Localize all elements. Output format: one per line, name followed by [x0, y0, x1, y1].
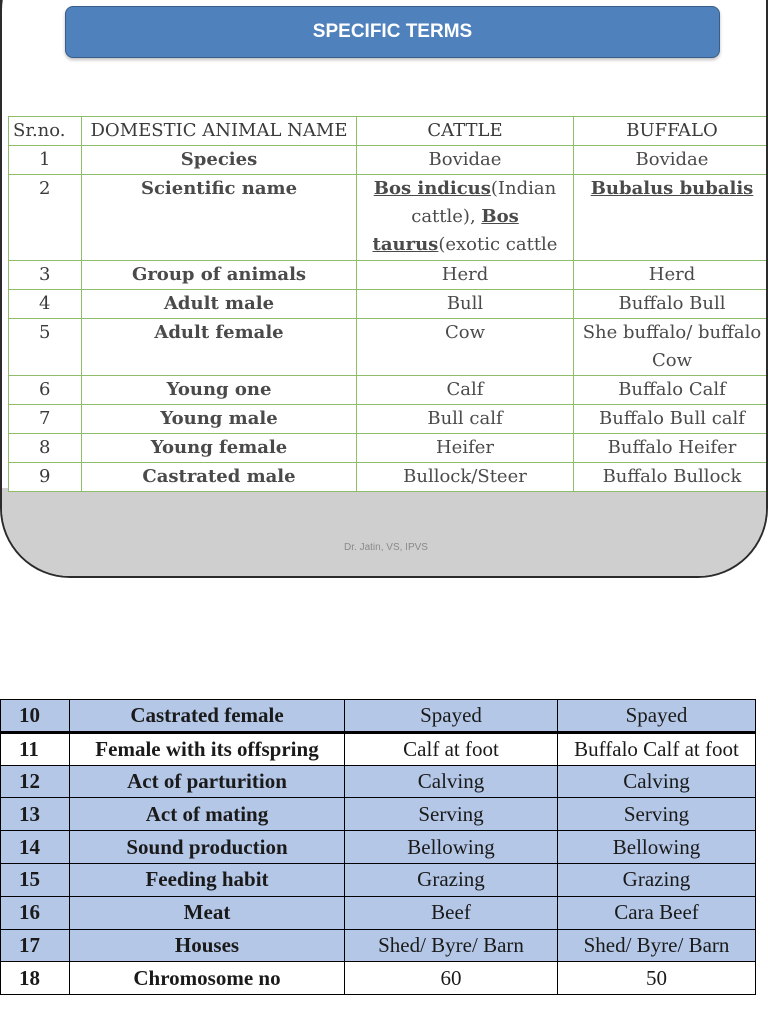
- row-sr: 6: [9, 376, 82, 405]
- row-name: Young female: [82, 434, 357, 463]
- slide-footer-band: [2, 488, 768, 578]
- row-name: Castrated male: [82, 463, 357, 492]
- table-row: [1, 765, 756, 798]
- row-cattle: Serving: [345, 798, 558, 831]
- row-buffalo: Cara Beef: [558, 896, 756, 929]
- row-name: Feeding habit: [70, 863, 345, 896]
- row-name: Young one: [82, 376, 357, 405]
- table-row: [1, 896, 756, 929]
- row-cattle: Herd: [357, 261, 574, 290]
- row-name: Species: [82, 146, 357, 175]
- scientific-name-link[interactable]: taurus: [372, 234, 439, 255]
- row-name: Adult male: [82, 290, 357, 319]
- header-buffalo: BUFFALO: [574, 117, 768, 146]
- row-name: Female with its offspring: [70, 732, 345, 765]
- row-cattle: Calf at foot: [345, 732, 558, 765]
- row-name: Young male: [82, 405, 357, 434]
- scientific-name-link[interactable]: Bos indicus: [373, 178, 491, 199]
- slide-title: SPECIFIC TERMS: [65, 6, 720, 58]
- row-sr: 1: [9, 146, 82, 175]
- specific-terms-table-continued: [0, 699, 756, 995]
- row-cattle: Calving: [345, 765, 558, 798]
- table-row: [1, 962, 756, 995]
- table-row: [9, 463, 768, 492]
- row-cattle: Heifer: [357, 434, 574, 463]
- table-row: [9, 175, 768, 261]
- row-cattle: Spayed: [345, 700, 558, 733]
- row-name: Scientific name: [82, 175, 357, 261]
- row-buffalo: Calving: [558, 765, 756, 798]
- row-sr: 4: [9, 290, 82, 319]
- table-row: [1, 732, 756, 765]
- row-buffalo: Buffalo Calf at foot: [558, 732, 756, 765]
- row-buffalo: Shed/ Byre/ Barn: [558, 929, 756, 962]
- row-sr: 18: [1, 962, 70, 995]
- row-cattle: Calf: [357, 376, 574, 405]
- row-name: Group of animals: [82, 261, 357, 290]
- row-cattle: Cow: [357, 319, 574, 376]
- row-sr: 9: [9, 463, 82, 492]
- row-name: Castrated female: [70, 700, 345, 733]
- row-sr: 17: [1, 929, 70, 962]
- row-sr: 14: [1, 831, 70, 864]
- row-sr: 13: [1, 798, 70, 831]
- table-row: [9, 319, 768, 376]
- row-sr: 10: [1, 700, 70, 733]
- table-row: [1, 831, 756, 864]
- row-buffalo: Bovidae: [574, 146, 768, 175]
- row-sr: 15: [1, 863, 70, 896]
- table-row: [9, 376, 768, 405]
- row-buffalo: Buffalo Bullock: [574, 463, 768, 492]
- row-cattle: Bovidae: [357, 146, 574, 175]
- row-name: Sound production: [70, 831, 345, 864]
- slide-footer-text: Dr. Jatin, VS, IPVS: [344, 542, 428, 553]
- table-row: [9, 434, 768, 463]
- row-name: Adult female: [82, 319, 357, 376]
- table-row: [1, 929, 756, 962]
- row-cattle: Shed/ Byre/ Barn: [345, 929, 558, 962]
- table-row: [1, 700, 756, 733]
- row-name: Act of mating: [70, 798, 345, 831]
- row-buffalo: [574, 175, 768, 261]
- row-buffalo: Buffalo Heifer: [574, 434, 768, 463]
- row-cattle: Bullock/Steer: [357, 463, 574, 492]
- row-cattle: Bellowing: [345, 831, 558, 864]
- row-sr: 16: [1, 896, 70, 929]
- row-name: Meat: [70, 896, 345, 929]
- row-buffalo: Herd: [574, 261, 768, 290]
- row-sr: 2: [9, 175, 82, 261]
- row-buffalo: Serving: [558, 798, 756, 831]
- table-row: [9, 290, 768, 319]
- table-header-row: [9, 117, 768, 146]
- row-cattle: Beef: [345, 896, 558, 929]
- row-name: Houses: [70, 929, 345, 962]
- row-buffalo: Bellowing: [558, 831, 756, 864]
- row-cattle: Grazing: [345, 863, 558, 896]
- table-row: [9, 405, 768, 434]
- scientific-name-link[interactable]: Bubalus bubalis: [590, 178, 754, 199]
- scientific-name-note: (exotic cattle: [438, 234, 558, 255]
- header-srno: Sr.no.: [9, 117, 82, 146]
- row-buffalo: Grazing: [558, 863, 756, 896]
- row-cattle: 60: [345, 962, 558, 995]
- row-cattle: [357, 175, 574, 261]
- table-row: [1, 798, 756, 831]
- row-buffalo: Buffalo Bull calf: [574, 405, 768, 434]
- row-sr: 3: [9, 261, 82, 290]
- header-cattle: CATTLE: [357, 117, 574, 146]
- scientific-name-link[interactable]: Bos: [481, 206, 519, 227]
- row-sr: 11: [1, 732, 70, 765]
- table-row: [1, 863, 756, 896]
- row-cattle: Bull calf: [357, 405, 574, 434]
- row-buffalo: Buffalo Bull: [574, 290, 768, 319]
- scientific-name-note: (Indian cattle),: [411, 178, 557, 227]
- table-row: [9, 146, 768, 175]
- row-buffalo: Spayed: [558, 700, 756, 733]
- row-buffalo: 50: [558, 962, 756, 995]
- specific-terms-table: [8, 116, 768, 492]
- row-cattle: Bull: [357, 290, 574, 319]
- row-name: Chromosome no: [70, 962, 345, 995]
- row-sr: 5: [9, 319, 82, 376]
- row-sr: 8: [9, 434, 82, 463]
- row-buffalo: She buffalo/ buffalo Cow: [574, 319, 768, 376]
- row-buffalo: Buffalo Calf: [574, 376, 768, 405]
- row-name: Act of parturition: [70, 765, 345, 798]
- table-row: [9, 261, 768, 290]
- row-sr: 7: [9, 405, 82, 434]
- header-animal-name: DOMESTIC ANIMAL NAME: [82, 117, 357, 146]
- row-sr: 12: [1, 765, 70, 798]
